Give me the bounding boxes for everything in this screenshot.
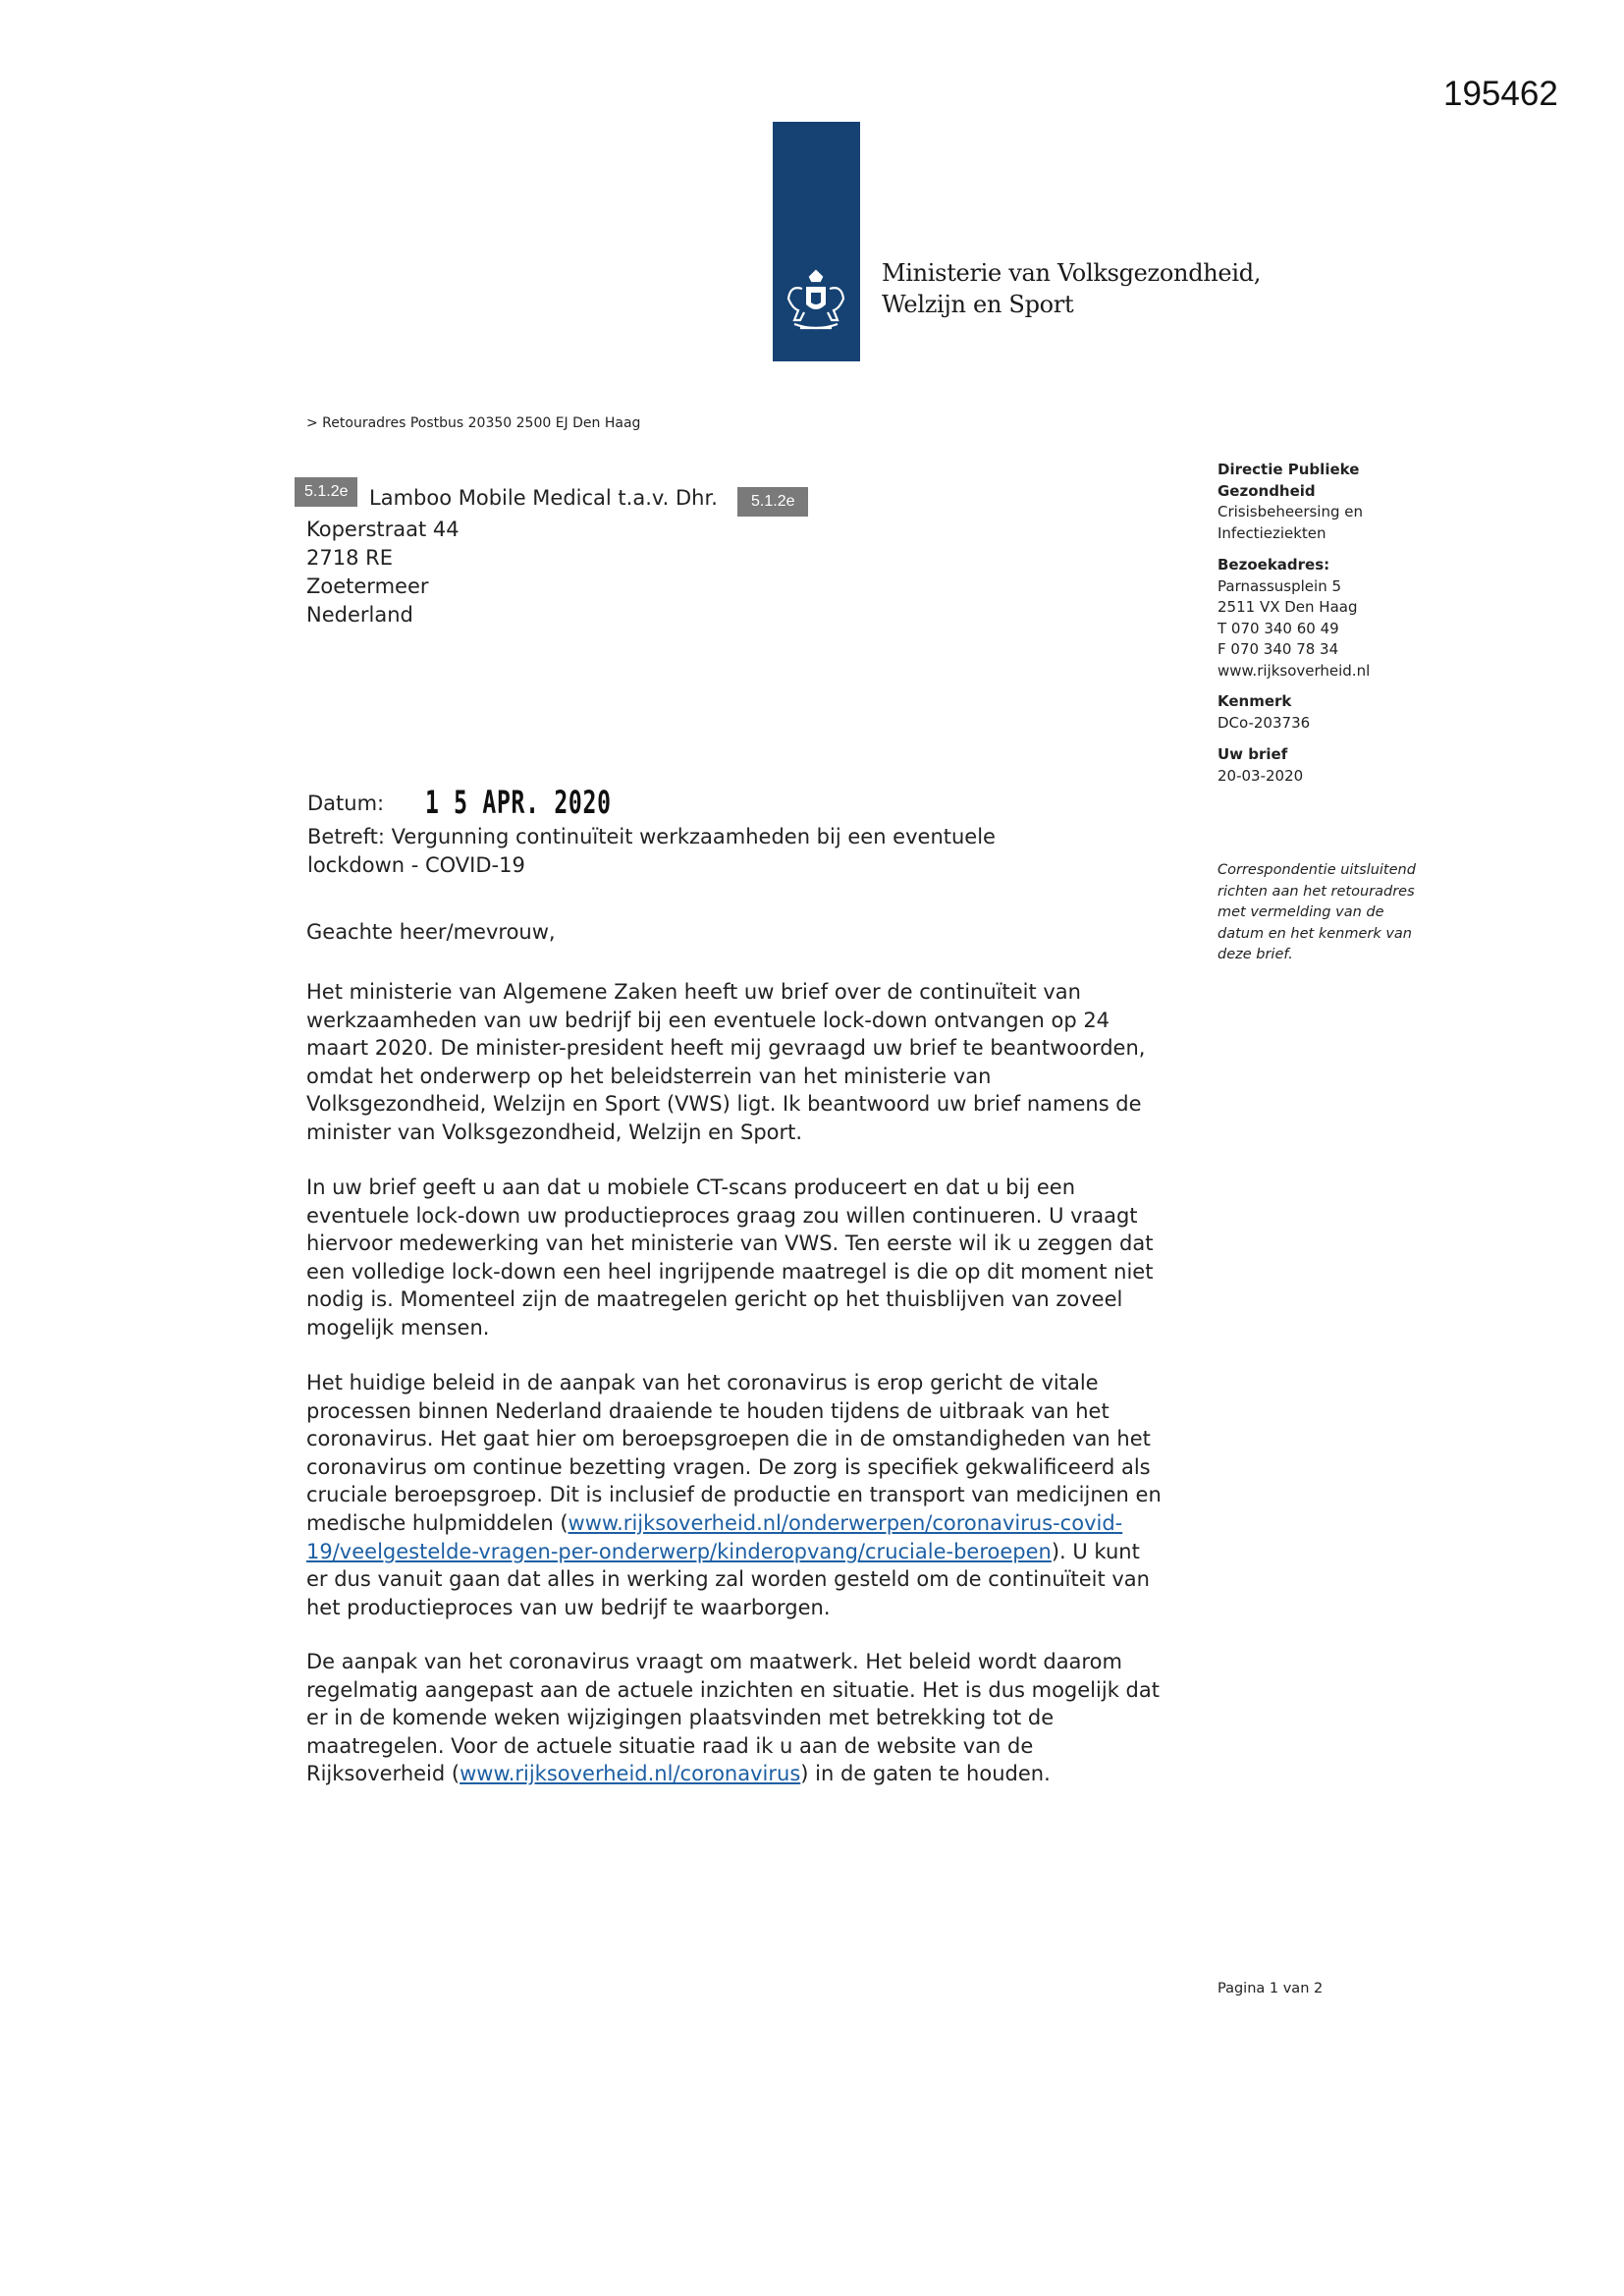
dept-sub-1: Crisisbeheersing en (1218, 503, 1364, 520)
date-stamp: 1 5 APR. 2020 (425, 784, 612, 821)
recipient-street: Koperstraat 44 (306, 518, 460, 541)
visit-phone: T 070 340 60 49 (1218, 619, 1339, 637)
corr-line: met vermelding van de (1218, 904, 1384, 920)
text-fragment: ) in de gaten te houden. (800, 1762, 1051, 1786)
ministry-line-2: Welzijn en Sport (882, 291, 1074, 318)
text-line (306, 1760, 1195, 1788)
paragraph-4 (306, 1648, 1195, 1788)
redaction-box: 5.1.2e (737, 487, 808, 517)
text-line: cruciale beroepsgroep. Dit is inclusief de productie en transport van medicijnen en (306, 1483, 1162, 1507)
redaction-box: 5.1.2e (295, 477, 357, 507)
text-line: er in de komende weken wijzigingen plaatsvinden met betrekking tot de (306, 1706, 1055, 1730)
visit-website: www.rijksoverheid.nl (1218, 661, 1371, 680)
corr-line: richten aan het retouradres (1218, 883, 1415, 900)
paragraph-1 (306, 978, 1195, 1147)
text-line: nodig is. Momenteel zijn de maatregelen gericht op het thuisblijven van zoveel (306, 1287, 1123, 1312)
recipient-address (306, 516, 460, 629)
text-line: eventuele lock-down uw productieproces graag zou willen continueren. U vraagt (306, 1203, 1138, 1228)
government-logo (773, 122, 860, 361)
text-line: er dus vanuit gaan dat alles in werking zal worden gesteld om de continuïteit van (306, 1567, 1150, 1592)
subject-line-2: lockdown - COVID-19 (307, 853, 525, 877)
text-line: hiervoor medewerking van het ministerie van VWS. Ten eerste wil ik u zeggen dat (306, 1231, 1154, 1256)
dept-title-2: Gezondheid (1218, 481, 1316, 500)
text-line: omdat het onderwerp op het beleidsterrein van het ministerie van (306, 1064, 992, 1088)
ministry-line-1: Ministerie van Volksgezondheid, (882, 259, 1262, 287)
cruciale-beroepen-link-cont[interactable]: 19/veelgestelde-vragen-per-onderwerp/kinderopvang/cruciale-beroepen (306, 1539, 1052, 1563)
corr-line: deze brief. (1218, 947, 1293, 962)
paragraph-2 (306, 1174, 1195, 1342)
kenmerk-label: Kenmerk (1218, 692, 1292, 710)
document-number: 195462 (1443, 75, 1558, 113)
text-line: een volledige lock-down een heel ingrijpende maatregel is die op dit moment niet (306, 1259, 1154, 1284)
coronavirus-link[interactable]: www.rijksoverheid.nl/coronavirus (460, 1762, 801, 1786)
text-line (306, 1538, 1195, 1566)
date-label: Datum: (307, 792, 385, 815)
text-fragment: ). U kunt (1051, 1539, 1140, 1563)
visit-city: 2511 VX Den Haag (1218, 598, 1358, 616)
date-row (307, 784, 612, 821)
dept-title-1: Directie Publieke (1218, 461, 1360, 478)
text-line: coronavirus om continue bezetting vragen. De zorg is specifiek gekwalificeerd als (306, 1454, 1151, 1479)
text-line: regelmatig aangepast aan de actuele inzichten en situatie. Het is dus mogelijk dat (306, 1677, 1160, 1702)
sidebar-visit-address (1218, 555, 1370, 682)
recipient-name: Lamboo Mobile Medical t.a.v. Dhr. (369, 486, 718, 510)
kenmerk-value: DCo-203736 (1218, 713, 1311, 732)
text-line: maart 2020. De minister-president heeft mij gevraagd uw brief te beantwoorden, (306, 1036, 1146, 1061)
dept-sub-2: Infectieziekten (1218, 523, 1326, 542)
text-line: coronavirus. Het gaat hier om beroepsgroepen die in de omstandigheden van het (306, 1427, 1151, 1451)
page-indicator: Pagina 1 van 2 (1218, 1981, 1324, 1996)
recipient-postcode: 2718 RE (306, 546, 393, 570)
text-line: processen binnen Nederland draaiende te houden tijdens de uitbraak van het (306, 1398, 1110, 1423)
visit-fax: F 070 340 78 34 (1218, 640, 1339, 658)
paragraph-3 (306, 1369, 1195, 1621)
recipient-city: Zoetermeer (306, 574, 429, 598)
salutation: Geachte heer/mevrouw, (306, 920, 556, 944)
text-line: minister van Volksgezondheid, Welzijn en Sport. (306, 1120, 803, 1144)
text-line (306, 1509, 1195, 1538)
text-line: mogelijk mensen. (306, 1315, 490, 1339)
sidebar-kenmerk (1218, 691, 1310, 734)
sidebar-uw-brief (1218, 744, 1303, 787)
return-address: > Retouradres Postbus 20350 2500 EJ Den Haag (306, 415, 641, 431)
sidebar-correspondence-note (1218, 860, 1416, 966)
text-line: Het huidige beleid in de aanpak van het coronavirus is erop gericht de vitale (306, 1371, 1099, 1394)
sidebar-department (1218, 460, 1363, 544)
uwbrief-value: 20-03-2020 (1218, 766, 1304, 785)
text-fragment: Rijksoverheid ( (306, 1762, 460, 1786)
recipient-country: Nederland (306, 603, 413, 627)
subject-line-1: Betreft: Vergunning continuïteit werkzaamheden bij een eventuele (307, 825, 996, 848)
text-line: Volksgezondheid, Welzijn en Sport (VWS) ligt. Ik beantwoord uw brief namens de (306, 1092, 1142, 1117)
text-line: het productieproces van uw bedrijf te waarborgen. (306, 1595, 831, 1619)
text-line: werkzaamheden van uw bedrijf bij een eventuele lock-down ontvangen op 24 (306, 1008, 1110, 1032)
visit-label: Bezoekadres: (1218, 556, 1330, 574)
uwbrief-label: Uw brief (1218, 745, 1288, 763)
corr-line: Correspondentie uitsluitend (1218, 862, 1416, 878)
corr-line: datum en het kenmerk van (1218, 925, 1413, 942)
subject (307, 823, 1054, 880)
text-line: maatregelen. Voor de actuele situatie raad ik u aan de website van de (306, 1733, 1034, 1758)
visit-street: Parnassusplein 5 (1218, 576, 1342, 595)
text-fragment: medische hulpmiddelen ( (306, 1510, 568, 1535)
coat-of-arms-icon (781, 269, 852, 336)
text-line: De aanpak van het coronavirus vraagt om maatwerk. Het beleid wordt daarom (306, 1650, 1122, 1673)
text-line: Het ministerie van Algemene Zaken heeft uw brief over de continuïteit van (306, 980, 1081, 1004)
ministry-name (882, 257, 1261, 320)
cruciale-beroepen-link[interactable]: www.rijksoverheid.nl/onderwerpen/coronavirus-covid- (568, 1510, 1123, 1535)
text-line: In uw brief geeft u aan dat u mobiele CT-scans produceert en dat u bij een (306, 1175, 1076, 1199)
